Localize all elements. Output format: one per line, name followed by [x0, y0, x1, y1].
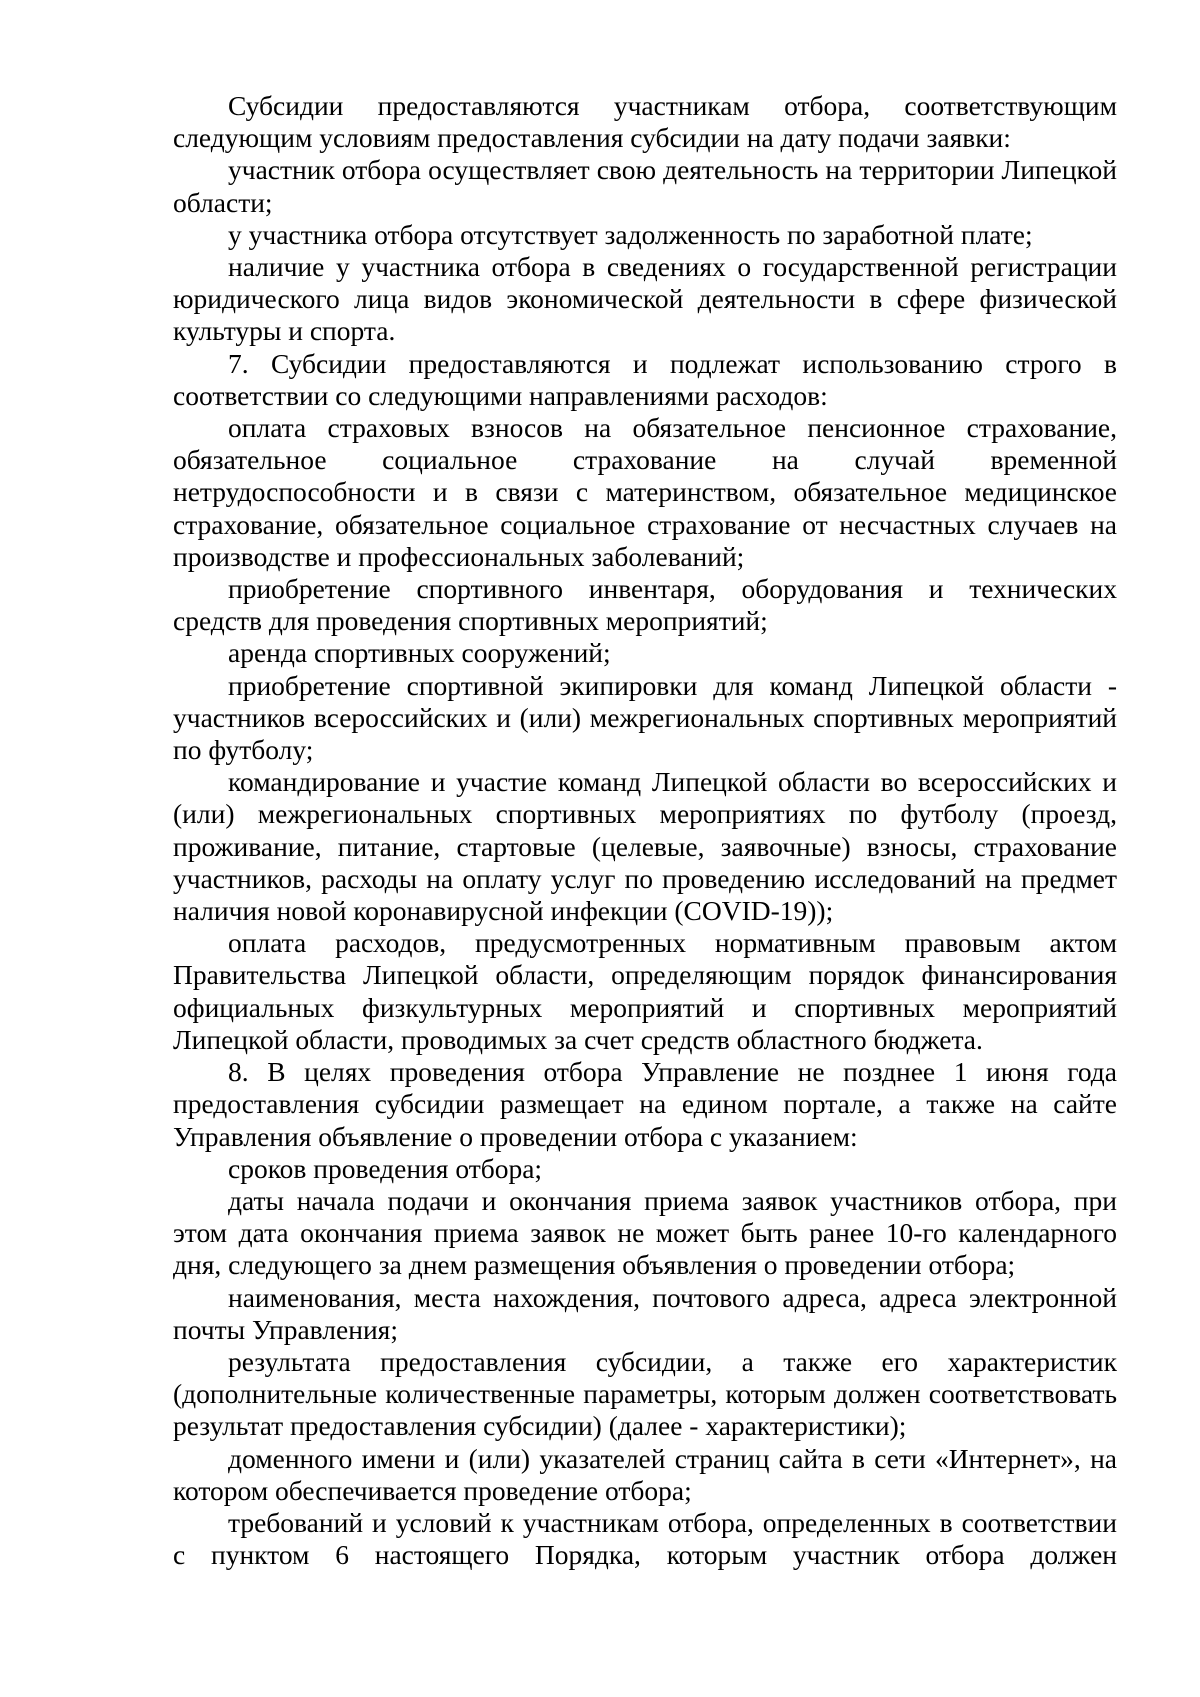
paragraph-expense-travel: командирование и участие команд Липецкой области во всероссийских и (или) межрегиональных спортивных мероприятиях по футболу (проезд, проживание, питание, стартовые (целевые, заявочные) взносы, страхование участников, расходы на оплату услуг по проведению исследований на предмет наличия новой коронавирусной инфекции (COVID-19)); — [173, 766, 1117, 927]
paragraph-announce-terms: сроков проведения отбора; — [228, 1152, 543, 1184]
paragraph-item-8: 8. В целях проведения отбора Управление не позднее 1 июня года предоставления субсидии размещает на едином портале, а также на сайте Управления объявление о проведении отбора с указанием: — [173, 1056, 1117, 1152]
paragraph-condition-no-debt: у участника отбора отсутствует задолженность по заработной плате; — [228, 218, 1033, 250]
paragraph-announce-result: результата предоставления субсидии, а также его характеристик (дополнительные количественные параметры, которым должен соответствовать результат предоставления субсидии) (далее - характеристики); — [173, 1345, 1117, 1442]
paragraph-announce-domain: доменного имени и (или) указателей страниц сайта в сети «Интернет», на котором обеспечивается проведение отбора; — [173, 1442, 1117, 1506]
paragraph-expense-insurance: оплата страховых взносов на обязательное пенсионное страхование, обязательное социальное страхование на случай временной нетрудоспособности и в связи с материнством, обязательное медицинское страхование, обязательное социальное страхование от несчастных случаев на производстве и профессиональных заболеваний; — [173, 412, 1117, 572]
paragraph-expense-regulated: оплата расходов, предусмотренных нормативным правовым актом Правительства Липецкой области, определяющим порядок финансирования официальных физкультурных мероприятий и спортивных мероприятий Липецкой области, проводимых за счет средств областного бюджета. — [173, 927, 1117, 1055]
paragraph-announce-contacts: наименования, места нахождения, почтового адреса, адреса электронной почты Управления; — [173, 1281, 1117, 1345]
paragraph-item-7: 7. Субсидии предоставляются и подлежат использованию строго в соответствии со следующими направлениями расходов: — [173, 347, 1117, 411]
paragraph-announce-requirements: требований и условий к участникам отбора, определенных в соответствии с пунктом 6 настоящего Порядка, которым участник отбора должен — [173, 1506, 1117, 1571]
paragraph-expense-rent: аренда спортивных сооружений; — [228, 637, 611, 669]
paragraph-condition-activity-type: наличие у участника отбора в сведениях о государственной регистрации юридического лица видов экономической деятельности в сфере физической культуры и спорта. — [173, 251, 1117, 347]
document-page — [173, 90, 1117, 1571]
paragraph-expense-equipment: приобретение спортивного инвентаря, оборудования и технических средств для проведения спортивных мероприятий; — [173, 573, 1117, 637]
paragraph-expense-outfit: приобретение спортивной экипировки для команд Липецкой области - участников всероссийских и (или) межрегиональных спортивных мероприятий по футболу; — [173, 669, 1117, 766]
paragraph-announce-dates: даты начала подачи и окончания приема заявок участников отбора, при этом дата окончания приема заявок не может быть ранее 10-го календарного дня, следующего за днем размещения объявления о проведении отбора; — [173, 1184, 1117, 1281]
paragraph-condition-territory: участник отбора осуществляет свою деятельность на территории Липецкой области; — [173, 154, 1117, 218]
paragraph-conditions-intro: Субсидии предоставляются участникам отбора, соответствующим следующим условиям предоставления субсидии на дату подачи заявки: — [173, 90, 1117, 154]
